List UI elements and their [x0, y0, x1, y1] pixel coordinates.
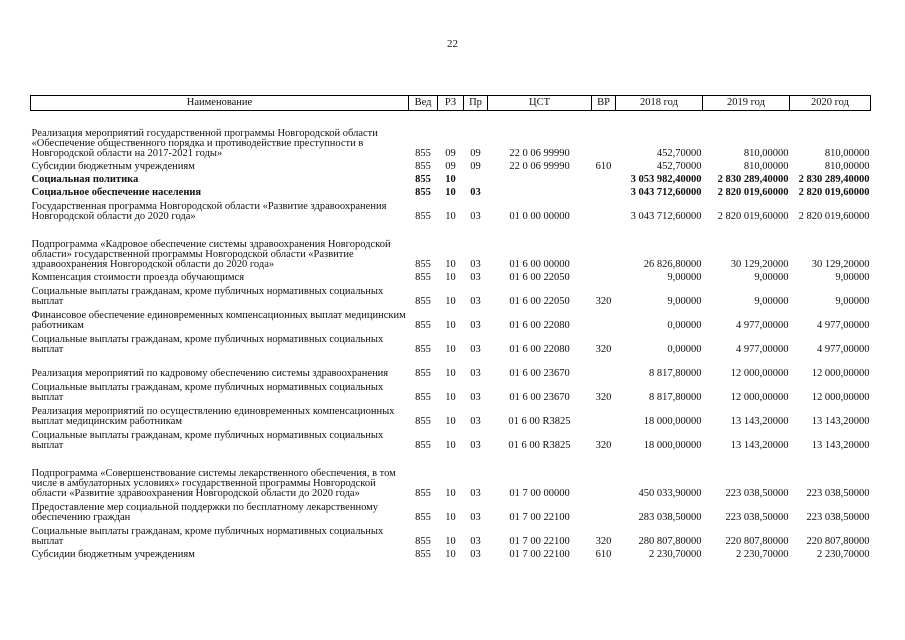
row-rz: 10: [445, 320, 456, 331]
row-pr: 03: [470, 272, 481, 283]
row-pr: 03: [470, 368, 481, 379]
row-pr: 03: [470, 259, 481, 270]
table-row: [31, 451, 871, 499]
row-rz: 10: [445, 187, 456, 198]
row-2019: 2 820 019,60000: [717, 211, 789, 222]
row-cst: 01 6 00 R3825: [508, 440, 571, 451]
row-2019: 810,00000: [743, 148, 789, 159]
row-vr: 320: [595, 344, 612, 355]
row-rz: 10: [445, 344, 456, 355]
row-name: Социальные выплаты гражданам, кроме публичных нормативных социальных выплат: [31, 526, 384, 547]
row-name: Подпрограмма «Совершенствование системы лекарственного обеспечения, в том числе в амбулаторных условиях» государственной программы Новгородской области «Развитие здравоохранения Новгородской области до 2020 года»: [31, 468, 396, 499]
table-row: [31, 111, 871, 160]
row-2018: 9,00000: [667, 272, 702, 283]
row-pr: 03: [470, 512, 481, 523]
row-2020: 220 807,80000: [806, 536, 870, 547]
table-row: [31, 159, 871, 172]
row-ved: 855: [415, 320, 431, 331]
table-row: [31, 307, 871, 331]
row-cst: 01 6 00 22080: [509, 320, 570, 331]
row-ved: 855: [415, 187, 431, 198]
row-cst: 01 6 00 00000: [509, 259, 570, 270]
row-cst: 01 7 00 00000: [509, 488, 570, 499]
row-pr: 09: [470, 161, 481, 172]
row-rz: 10: [445, 440, 456, 451]
row-vr: [592, 307, 616, 331]
row-pr: 03: [470, 488, 481, 499]
row-2020: 9,00000: [835, 296, 870, 307]
table-row: [31, 499, 871, 523]
row-vr: [592, 270, 616, 283]
row-cst: 01 7 00 22100: [509, 536, 570, 547]
row-name: Социальные выплаты гражданам, кроме публичных нормативных социальных выплат: [31, 430, 384, 451]
row-pr: 03: [470, 187, 481, 198]
row-2019: 9,00000: [754, 296, 789, 307]
row-ved: 855: [415, 440, 431, 451]
row-pr: 03: [470, 416, 481, 427]
row-vr: [592, 403, 616, 427]
row-vr: [592, 185, 616, 198]
row-pr: 03: [470, 211, 481, 222]
row-name: Компенсация стоимости проезда обучающимся: [31, 272, 245, 283]
header-2018: 2018 год: [616, 96, 703, 111]
row-2020: 12 000,00000: [811, 368, 870, 379]
header-ved: Вед: [409, 96, 438, 111]
row-vr: 320: [595, 296, 612, 307]
row-2019: 220 807,80000: [725, 536, 789, 547]
row-2018: 2 230,70000: [649, 549, 702, 560]
row-vr: [592, 172, 616, 185]
row-ved: 855: [415, 296, 431, 307]
header-row: [31, 96, 871, 111]
row-name: Субсидии бюджетным учреждениям: [31, 549, 195, 560]
row-2019: 810,00000: [743, 161, 789, 172]
row-2018: 9,00000: [667, 296, 702, 307]
table-row: [31, 185, 871, 198]
row-name: Реализация мероприятий по кадровому обеспечению системы здравоохранения: [31, 368, 389, 379]
row-ved: 855: [415, 344, 431, 355]
row-2020: 30 129,20000: [811, 259, 870, 270]
row-ved: 855: [415, 392, 431, 403]
row-2018: 3 043 712,60000: [630, 211, 702, 222]
row-rz: 10: [445, 416, 456, 427]
row-2018: 452,70000: [656, 148, 702, 159]
row-cst: 01 7 00 22100: [509, 512, 570, 523]
header-2020: 2020 год: [790, 96, 871, 111]
row-name: Субсидии бюджетным учреждениям: [31, 161, 195, 172]
row-pr: 09: [470, 148, 481, 159]
table-row: [31, 355, 871, 379]
row-cst: 01 6 00 23670: [509, 392, 570, 403]
row-cst: 22 0 06 99990: [509, 161, 570, 172]
row-2018: 283 038,50000: [638, 512, 702, 523]
row-2018: 18 000,00000: [643, 416, 702, 427]
row-2020: 810,00000: [824, 148, 870, 159]
row-name: Государственная программа Новгородской области «Развитие здравоохранения Новгородской области до 2020 года»: [31, 201, 387, 222]
row-2019: 4 977,00000: [736, 344, 789, 355]
table-row: [31, 331, 871, 355]
row-2019: 2 820 019,60000: [717, 187, 789, 198]
row-2020: 810,00000: [824, 161, 870, 172]
row-cst: 01 7 00 22100: [509, 549, 570, 560]
table-row: [31, 172, 871, 185]
row-vr: [592, 111, 616, 160]
row-2019: 223 038,50000: [725, 512, 789, 523]
row-ved: 855: [415, 272, 431, 283]
row-name: Социальные выплаты гражданам, кроме публичных нормативных социальных выплат: [31, 334, 384, 355]
table-row: [31, 547, 871, 560]
row-ved: 855: [415, 161, 431, 172]
row-ved: 855: [415, 368, 431, 379]
row-2020: 223 038,50000: [806, 488, 870, 499]
table-row: [31, 403, 871, 427]
page-number: 22: [447, 38, 458, 50]
row-cst: 01 6 00 23670: [509, 368, 570, 379]
row-2019: 2 230,70000: [736, 549, 789, 560]
row-pr: 03: [470, 549, 481, 560]
row-rz: 10: [445, 368, 456, 379]
row-cst: 01 6 00 22050: [509, 272, 570, 283]
budget-table: [30, 95, 871, 560]
row-ved: 855: [415, 148, 431, 159]
row-2020: 4 977,00000: [817, 344, 870, 355]
row-2020: 12 000,00000: [811, 392, 870, 403]
row-rz: 10: [445, 272, 456, 283]
row-pr: 03: [470, 536, 481, 547]
header-vr: ВР: [592, 96, 616, 111]
row-pr: 03: [470, 296, 481, 307]
row-name: Социальные выплаты гражданам, кроме публичных нормативных социальных выплат: [31, 382, 384, 403]
row-2018: 280 807,80000: [638, 536, 702, 547]
row-vr: [592, 198, 616, 222]
row-2018: 450 033,90000: [638, 488, 702, 499]
row-cst: 01 6 00 22080: [509, 344, 570, 355]
row-vr: 320: [595, 392, 612, 403]
row-vr: 610: [595, 161, 612, 172]
row-ved: 855: [415, 416, 431, 427]
row-ved: 855: [415, 259, 431, 270]
row-2018: 3 043 712,60000: [630, 187, 702, 198]
row-2019: 13 143,20000: [730, 440, 789, 451]
row-2018: 26 826,80000: [643, 259, 702, 270]
row-vr: 320: [595, 536, 612, 547]
row-2020: 2 230,70000: [817, 549, 870, 560]
row-vr: [592, 451, 616, 499]
row-2020: 2 830 289,40000: [798, 174, 870, 185]
row-2019: 13 143,20000: [730, 416, 789, 427]
table-row: [31, 379, 871, 403]
row-ved: 855: [415, 488, 431, 499]
row-rz: 09: [445, 161, 456, 172]
row-cst: [488, 185, 592, 198]
table-row: [31, 270, 871, 283]
row-2018: 18 000,00000: [643, 440, 702, 451]
header-2019: 2019 год: [703, 96, 790, 111]
row-pr: 03: [470, 320, 481, 331]
row-name: Подпрограмма «Кадровое обеспечение системы здравоохранения Новгородской области» государственной программы Новгородской области «Развитие здравоохранения Новгородской области до 2020 года»: [31, 239, 391, 270]
row-2020: 223 038,50000: [806, 512, 870, 523]
row-2019: 30 129,20000: [730, 259, 789, 270]
row-2018: 0,00000: [667, 320, 702, 331]
header-rz: РЗ: [438, 96, 464, 111]
row-2020: 9,00000: [835, 272, 870, 283]
table-row: [31, 283, 871, 307]
row-2020: 2 820 019,60000: [798, 187, 870, 198]
row-2019: 9,00000: [754, 272, 789, 283]
row-vr: 610: [595, 549, 612, 560]
row-cst: 01 6 00 R3825: [508, 416, 571, 427]
row-vr: 320: [595, 440, 612, 451]
row-pr: 03: [470, 392, 481, 403]
row-2019: 2 830 289,40000: [717, 174, 789, 185]
row-2020: 4 977,00000: [817, 320, 870, 331]
row-name: Реализация мероприятий по осуществлению единовременных компенсационных выплат медицинским работникам: [31, 406, 395, 427]
row-2020: 2 820 019,60000: [798, 211, 870, 222]
row-cst: 22 0 06 99990: [509, 148, 570, 159]
row-name: Реализация мероприятий государственной программы Новгородской области «Обеспечение общественного порядка и противодействие преступности в Новгородской области на 2017-2021 годы»: [31, 128, 378, 159]
row-pr: [464, 172, 488, 185]
row-rz: 10: [445, 296, 456, 307]
row-2018: 8 817,80000: [649, 368, 702, 379]
row-rz: 10: [445, 512, 456, 523]
row-name: Социальное обеспечение населения: [31, 187, 202, 198]
row-2019: 223 038,50000: [725, 488, 789, 499]
row-2018: 452,70000: [656, 161, 702, 172]
header-name: Наименование: [31, 96, 409, 111]
row-cst: 01 0 00 00000: [509, 211, 570, 222]
row-ved: 855: [415, 536, 431, 547]
row-2018: 0,00000: [667, 344, 702, 355]
row-rz: 09: [445, 148, 456, 159]
row-2019: 12 000,00000: [730, 392, 789, 403]
row-vr: [592, 222, 616, 270]
row-rz: 10: [445, 549, 456, 560]
row-rz: 10: [445, 488, 456, 499]
table-row: [31, 523, 871, 547]
row-cst: 01 6 00 22050: [509, 296, 570, 307]
row-name: Социальные выплаты гражданам, кроме публичных нормативных социальных выплат: [31, 286, 384, 307]
row-cst: [488, 172, 592, 185]
row-rz: 10: [445, 392, 456, 403]
row-rz: 10: [445, 174, 456, 185]
row-rz: 10: [445, 536, 456, 547]
row-name: Социальная политика: [31, 174, 139, 185]
row-vr: [592, 499, 616, 523]
row-vr: [592, 355, 616, 379]
row-2019: 4 977,00000: [736, 320, 789, 331]
row-ved: 855: [415, 512, 431, 523]
header-cst: ЦСТ: [488, 96, 592, 111]
header-pr: Пр: [464, 96, 488, 111]
table-row: [31, 198, 871, 222]
row-rz: 10: [445, 211, 456, 222]
table-row: [31, 222, 871, 270]
row-ved: 855: [415, 211, 431, 222]
row-2020: 13 143,20000: [811, 416, 870, 427]
row-name: Предоставление мер социальной поддержки по бесплатному лекарственному обеспечению граждан: [31, 502, 379, 523]
table-row: [31, 427, 871, 451]
row-pr: 03: [470, 440, 481, 451]
row-2019: 12 000,00000: [730, 368, 789, 379]
row-2020: 13 143,20000: [811, 440, 870, 451]
row-rz: 10: [445, 259, 456, 270]
row-ved: 855: [415, 549, 431, 560]
row-ved: 855: [415, 174, 431, 185]
row-2018: 3 053 982,40000: [630, 174, 702, 185]
row-name: Финансовое обеспечение единовременных компенсационных выплат медицинским работникам: [31, 310, 406, 331]
row-2018: 8 817,80000: [649, 392, 702, 403]
row-pr: 03: [470, 344, 481, 355]
